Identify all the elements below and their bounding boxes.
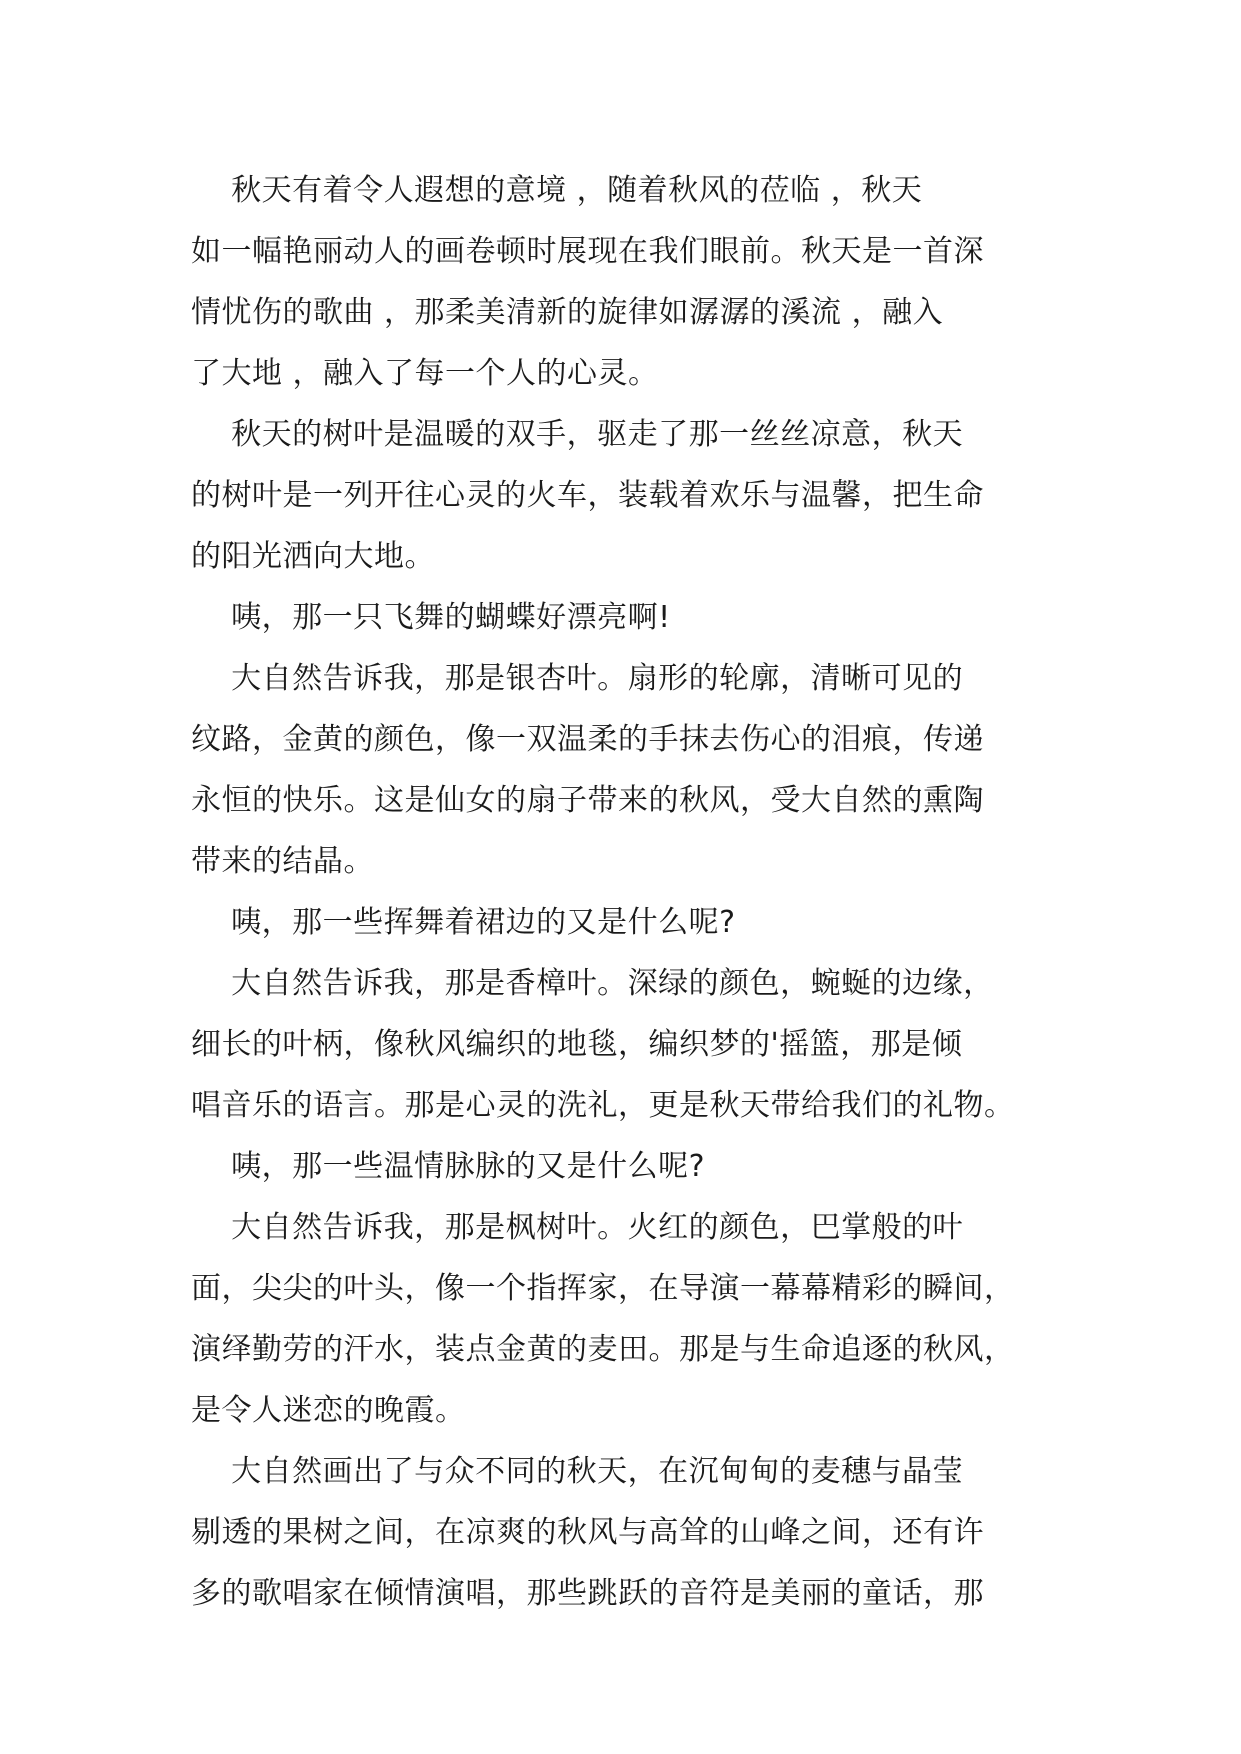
text-line: 面，尖尖的叶头，像一个指挥家，在导演一幕幕精彩的瞬间， [191,1271,1015,1306]
text-line: 的阳光洒向大地。 [191,539,435,574]
text-line: 秋天有着令人遐想的意境 ，随着秋风的莅临 ，秋天 [191,173,923,208]
text-line: 了大地 ，融入了每一个人的心灵。 [191,356,659,391]
text-line: 咦，那一些温情脉脉的又是什么呢? [191,1149,706,1184]
text-line: 大自然告诉我，那是枫树叶。火红的颜色，巴掌般的叶 [191,1210,964,1245]
document-body [191,160,1051,1624]
text-line: 咦，那一些挥舞着裙边的又是什么呢? [191,905,736,940]
text-line: 演绎勤劳的汗水，装点金黄的麦田。那是与生命追逐的秋风， [191,1332,1015,1367]
text-line: 大自然告诉我，那是香樟叶。深绿的颜色，蜿蜒的边缘， [191,966,994,1001]
text-line: 细长的叶柄，像秋风编织的地毯，编织梦的'摇篮，那是倾 [191,1027,963,1062]
text-line: 大自然告诉我，那是银杏叶。扇形的轮廓，清晰可见的 [191,661,964,696]
text-line: 大自然画出了与众不同的秋天，在沉甸甸的麦穗与晶莹 [191,1454,964,1489]
text-line: 如一幅艳丽动人的画卷顿时展现在我们眼前。秋天是一首深 [191,234,984,269]
text-line: 纹路，金黄的颜色，像一双温柔的手抹去伤心的泪痕，传递 [191,722,984,757]
text-line: 唱音乐的语言。那是心灵的洗礼，更是秋天带给我们的礼物。 [191,1088,1015,1123]
text-line: 带来的结晶。 [191,844,374,879]
text-line: 咦，那一只飞舞的蝴蝶好漂亮啊! [191,600,671,635]
text-line: 情忧伤的歌曲 ，那柔美清新的旋律如潺潺的溪流 ，融入 [191,295,944,330]
text-line: 永恒的快乐。这是仙女的扇子带来的秋风，受大自然的熏陶 [191,783,984,818]
text-line: 是令人迷恋的晚霞。 [191,1393,466,1428]
text-line: 剔透的果树之间，在凉爽的秋风与高耸的山峰之间，还有许 [191,1515,984,1550]
text-line: 多的歌唱家在倾情演唱，那些跳跃的音符是美丽的童话，那 [191,1576,984,1611]
text-line: 秋天的树叶是温暖的双手，驱走了那一丝丝凉意，秋天 [191,417,964,452]
text-line: 的树叶是一列开往心灵的火车，装载着欢乐与温馨，把生命 [191,478,984,513]
